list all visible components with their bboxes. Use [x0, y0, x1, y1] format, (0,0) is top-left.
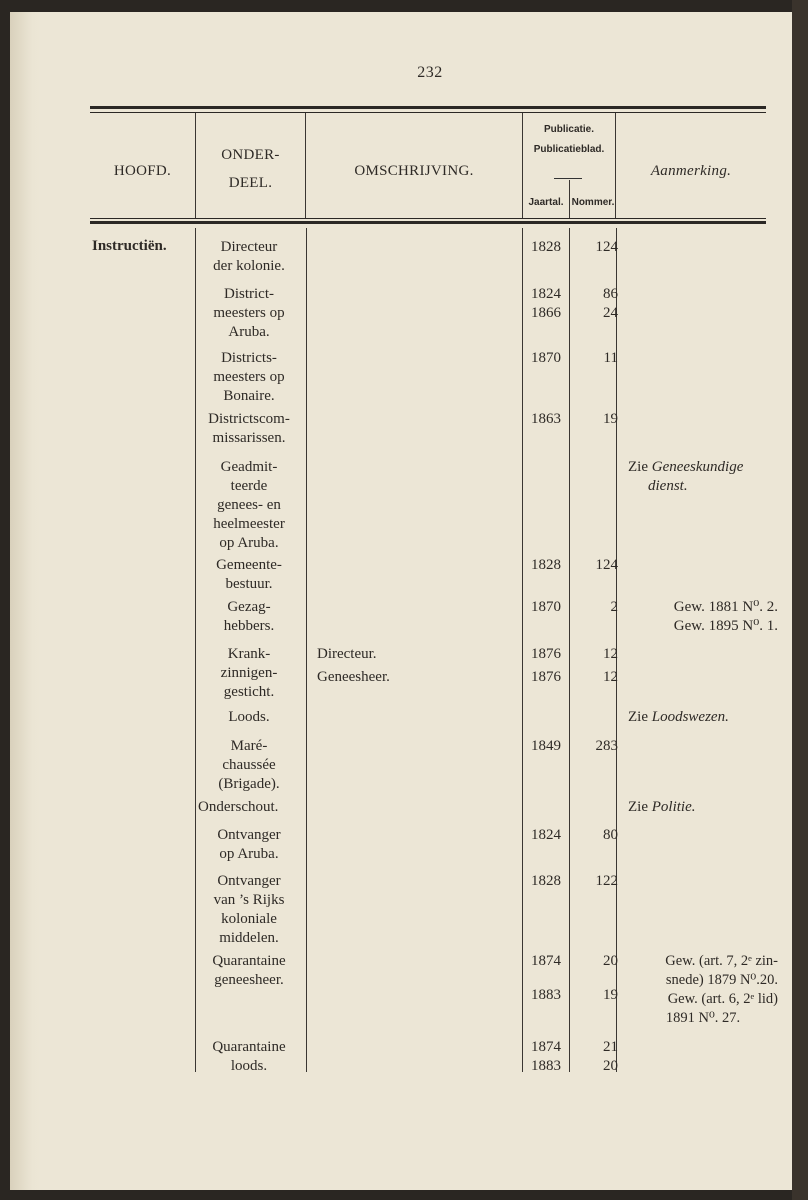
- table-row-number: 2: [610, 599, 618, 615]
- table-row-subject: Districts- meesters op Bonaire.: [213, 350, 285, 404]
- header-omschrijving: OMSCHRIJVING.: [354, 163, 474, 179]
- table-row-year: 1870: [531, 599, 561, 615]
- table-row-subject: Loods.: [228, 709, 270, 725]
- header-top-rule: [90, 106, 766, 109]
- table-row-number: 124: [595, 557, 618, 573]
- table-row-subject: Ontvanger op Aruba.: [217, 827, 281, 862]
- table-row-remark: Gew. (art. 7, 2ᵉ zin- snede) 1879 N⁰.20. Gew. (art. 6, 2ᵉ lid) 1891 N⁰. 27.: [665, 953, 778, 1026]
- table-row-number: 80: [603, 827, 618, 843]
- table-row-year: 1874 1883: [531, 953, 561, 1003]
- table-row-subject: Onderschout.: [198, 799, 279, 815]
- header-publicatie: Publicatie.: [543, 124, 594, 135]
- table-row-subject: Geadmit- teerde genees- en heelmeester op Aruba.: [213, 459, 285, 551]
- table-row-year: 1863: [531, 411, 561, 427]
- table-row-subject: Maré- chaussée (Brigade).: [218, 738, 280, 792]
- table-row-number: 86 24: [603, 286, 618, 321]
- header-hoofd: HOOFD.: [113, 163, 172, 179]
- table-row-number: 11: [603, 350, 618, 366]
- header-jaartal: Jaartal.: [528, 197, 564, 208]
- table-row-remark: Zie Loodswezen.: [628, 709, 729, 725]
- table-row-number: 20 19: [603, 953, 618, 1003]
- header-onderdeel-2: DEEL.: [228, 175, 273, 191]
- header-bottom-rule-thin: [90, 218, 766, 219]
- table-row-year: 1828: [531, 557, 561, 573]
- table-row-year: 1870: [531, 350, 561, 366]
- hoofd-instructien: Instructiën.: [92, 238, 167, 254]
- table-row-subject: Ontvanger van ’s Rijks koloniale middelen.: [213, 873, 285, 946]
- table-row-subject: District- meesters op Aruba.: [213, 286, 285, 340]
- page-gutter: [10, 12, 42, 1190]
- header-aanmerking: Aanmerking.: [650, 163, 732, 179]
- table-row-year: 1849: [531, 738, 561, 754]
- table-row-year: 1828: [531, 873, 561, 889]
- table-row-subject: Quarantaine geneesheer.: [212, 953, 286, 988]
- table-row-subject: Districtscom- missarissen.: [208, 411, 290, 446]
- header-split-line: [554, 178, 582, 179]
- column-divider: [306, 228, 307, 1072]
- column-divider: [569, 228, 570, 1072]
- book-edge: [792, 0, 808, 1200]
- table-row-number: 21 20: [603, 1039, 618, 1074]
- table-row-year: 1874 1883: [531, 1039, 561, 1074]
- table-row-subject: Quarantaine loods.: [212, 1039, 286, 1074]
- table-row-description: Directeur. Geneesheer.: [317, 646, 390, 685]
- table-row-subject: Krank- zinnigen- gesticht.: [220, 646, 278, 700]
- table-row-subject: Directeur der kolonie.: [213, 239, 285, 274]
- table-row-number: 283: [595, 738, 618, 754]
- table-row-number: 124: [595, 239, 618, 255]
- table-row-remark: Zie Geneeskundige dienst.: [628, 459, 744, 494]
- header-nommer: Nommer.: [571, 197, 615, 208]
- table-row-remark: Zie Politie.: [628, 799, 696, 815]
- column-divider: [522, 228, 523, 1072]
- header-onderdeel-1: ONDER-: [221, 147, 280, 163]
- table-row-subject: Gemeente- bestuur.: [216, 557, 282, 592]
- header-publicatieblad: Publicatieblad.: [533, 144, 605, 155]
- table-row-year: 1824: [531, 827, 561, 843]
- table-row-number: 19: [603, 411, 618, 427]
- table-row-year: 1828: [531, 239, 561, 255]
- page-number: 232: [417, 64, 443, 81]
- table-row-number: 12 12: [603, 646, 618, 685]
- header-top-rule-thin: [90, 112, 766, 113]
- header-bottom-rule: [90, 221, 766, 224]
- table-row-year: 1876 1876: [531, 646, 561, 685]
- table-row-number: 122: [595, 873, 618, 889]
- table-row-year: 1824 1866: [531, 286, 561, 321]
- table-row-remark: Gew. 1881 N⁰. 2. Gew. 1895 N⁰. 1.: [673, 599, 778, 634]
- table-row-subject: Gezag- hebbers.: [223, 599, 275, 634]
